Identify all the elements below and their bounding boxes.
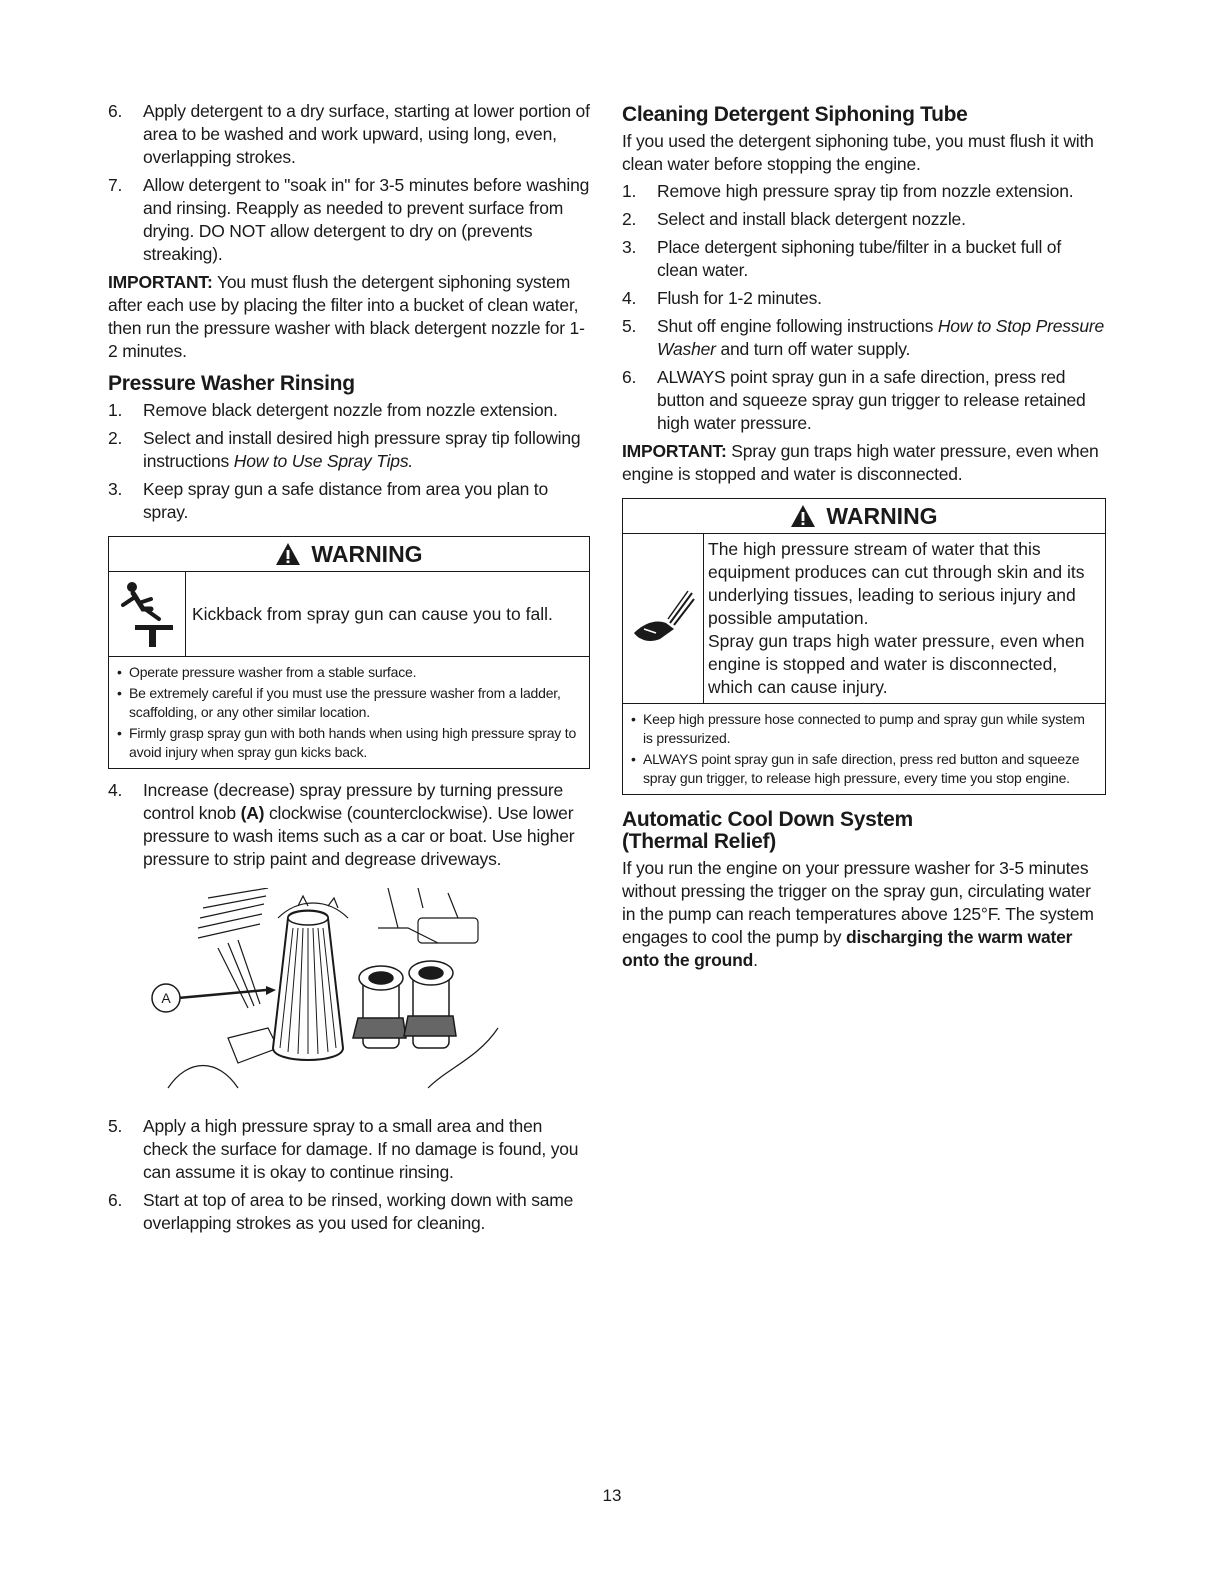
amputation-warning-box bbox=[622, 498, 1106, 795]
right-column bbox=[622, 100, 1106, 972]
warning-bullets bbox=[109, 657, 589, 768]
list-item: 4. Flush for 1-2 minutes. bbox=[622, 288, 822, 308]
list-item: • Operate pressure washer from a stable surface. bbox=[117, 663, 581, 682]
callout-a-label: A bbox=[161, 990, 171, 1006]
pressure-step-list bbox=[108, 779, 590, 871]
warning-bullets bbox=[623, 704, 1105, 794]
detergent-steps-list bbox=[108, 100, 590, 266]
list-item: 1. Remove black detergent nozzle from nozzle extension. bbox=[108, 400, 558, 420]
cool-down-heading: Automatic Cool Down System bbox=[622, 808, 913, 831]
list-item: • Keep high pressure hose connected to pump and spray gun while system is pressurized. bbox=[631, 710, 1097, 748]
warning-triangle-icon bbox=[275, 542, 301, 566]
cleaning-intro: If you used the detergent siphoning tube, you must flush it with clean water before stopping the engine. bbox=[622, 131, 1094, 174]
kickback-warning-box bbox=[108, 536, 590, 769]
left-column bbox=[108, 100, 590, 1240]
rinsing-steps-list bbox=[108, 399, 590, 524]
injection-hazard-icon bbox=[623, 534, 704, 703]
cleaning-steps-list bbox=[622, 180, 1106, 435]
list-item: 1. Remove high pressure spray tip from nozzle extension. bbox=[622, 181, 1074, 201]
cleaning-heading: Cleaning Detergent Siphoning Tube bbox=[622, 103, 968, 126]
list-item: 7. Allow detergent to "soak in" for 3-5 minutes before washing and rinsing. Reapply as needed to prevent surface from drying. DO NOT allow detergent to dry on (prevents streaking). bbox=[108, 175, 590, 264]
warning-header: WARNING bbox=[623, 499, 1105, 534]
pressure-control-knob-illustration bbox=[148, 888, 508, 1098]
final-rinse-steps-list bbox=[108, 1115, 590, 1235]
list-item: • ALWAYS point spray gun in safe direction, press red button and squeeze spray gun trigger, to release high pressure, every time you stop engine. bbox=[631, 750, 1097, 788]
list-item: 3. Keep spray gun a safe distance from area you plan to spray. bbox=[108, 479, 548, 522]
list-item: 6. Apply detergent to a dry surface, starting at lower portion of area to be washed and work upward, using long, even, overlapping strokes. bbox=[108, 101, 590, 167]
important-note: IMPORTANT: Spray gun traps high water pressure, even when engine is stopped and water is disconnected. bbox=[622, 441, 1099, 484]
list-item: 5. Apply a high pressure spray to a small area and then check the surface for damage. If no damage is found, you can assume it is okay to continue rinsing. bbox=[108, 1116, 579, 1182]
list-item: 4. Increase (decrease) spray pressure by turning pressure control knob (A) clockwise (counterclockwise). Use lower pressure to wash items such as a car or boat. Use higher pressure to strip paint and degrease driveways. bbox=[108, 780, 575, 869]
list-item: 2. Select and install black detergent nozzle. bbox=[622, 209, 966, 229]
warning-message: Kickback from spray gun can cause you to fall. bbox=[192, 603, 553, 624]
list-item: 6. ALWAYS point spray gun in a safe direction, press red button and squeeze spray gun trigger to release retained high water pressure. bbox=[622, 367, 1086, 433]
page-number: 13 bbox=[602, 1486, 622, 1505]
warning-body bbox=[623, 534, 1105, 704]
cool-down-text: If you run the engine on your pressure washer for 3-5 minutes without pressing the trigger on the spray gun, circulating water in the pump can reach temperatures above 125°F. The system engages to cool the pump by discharging the warm water onto the ground. bbox=[622, 858, 1094, 970]
thermal-relief-heading: (Thermal Relief) bbox=[622, 830, 776, 853]
warning-header: WARNING bbox=[109, 537, 589, 572]
important-note: IMPORTANT: You must flush the detergent siphoning system after each use by placing the filter into a bucket of clean water, then run the pressure washer with black detergent nozzle for 1-2 minutes. bbox=[108, 272, 585, 361]
fall-hazard-icon bbox=[109, 572, 186, 656]
list-item: • Be extremely careful if you must use the pressure washer from a ladder, scaffolding, or any other similar location. bbox=[117, 684, 581, 722]
list-item: 3. Place detergent siphoning tube/filter in a bucket full of clean water. bbox=[622, 237, 1062, 280]
rinsing-heading: Pressure Washer Rinsing bbox=[108, 372, 355, 395]
warning-triangle-icon bbox=[790, 504, 816, 528]
warning-message: The high pressure stream of water that this equipment produces can cut through skin and its underlying tissues, leading to serious injury and possible amputation. Spray gun traps high water pressure, even when engine is stopped and water is disconnected, which can cause injury. bbox=[708, 539, 1085, 697]
list-item: 6. Start at top of area to be rinsed, working down with same overlapping strokes as you used for cleaning. bbox=[108, 1190, 574, 1233]
list-item: 5. Shut off engine following instructions How to Stop Pressure Washer and turn off water supply. bbox=[622, 316, 1105, 359]
list-item: 2. Select and install desired high pressure spray tip following instructions How to Use Spray Tips. bbox=[108, 428, 581, 471]
list-item: • Firmly grasp spray gun with both hands when using high pressure spray to avoid injury when spray gun kicks back. bbox=[117, 724, 581, 762]
warning-body bbox=[109, 572, 589, 657]
